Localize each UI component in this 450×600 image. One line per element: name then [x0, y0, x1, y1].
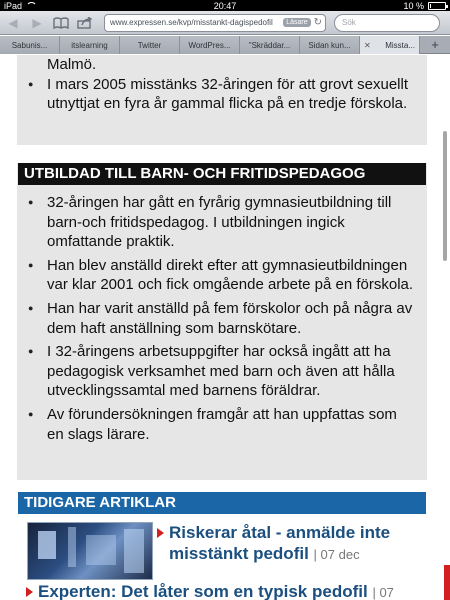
arrow-right-icon: [157, 528, 164, 538]
tab-sidan-kun[interactable]: Sidan kun...: [300, 36, 360, 54]
tab-itslearning[interactable]: itslearning: [60, 36, 120, 54]
section-title: UTBILDAD TILL BARN- OCH FRITIDSPEDAGOG: [18, 163, 426, 185]
tab-twitter[interactable]: Twitter: [120, 36, 180, 54]
list-item: ● I mars 2005 misstänks 32-åringen för att grovt sexuellt utnyttjat en fyra år gammal flicka på en tredje förskola.: [47, 75, 417, 114]
list-item: ● I 32-åringens arbetsuppgifter har också ingått att ha pedagogisk verksamhet med barn och även att hålla utvecklingssamtal med barnens föräldrar.: [47, 342, 417, 401]
ad-edge: [444, 565, 450, 600]
active-tab-label: Missta...: [385, 40, 415, 50]
web-page[interactable]: [0, 55, 450, 600]
wifi-icon: [26, 2, 35, 9]
tab-active[interactable]: [360, 36, 420, 54]
fact-box-top: [17, 55, 427, 145]
close-tab-icon[interactable]: ✕: [364, 40, 371, 50]
reload-icon[interactable]: ↻: [313, 17, 322, 28]
forward-icon[interactable]: ▶: [32, 15, 42, 30]
status-bar: [0, 0, 450, 11]
device-label: iPad: [4, 0, 23, 11]
article-date: 07 dec: [320, 547, 360, 562]
arrow-right-icon: [26, 587, 33, 597]
search-input[interactable]: [334, 14, 440, 32]
battery-percent: 10 %: [403, 0, 424, 11]
article-link-1[interactable]: Riskerar åtal - anmälde inte misstänkt pedofil | 07 dec: [169, 523, 391, 563]
bookmarks-icon[interactable]: [52, 15, 70, 31]
browser-toolbar: [0, 11, 450, 35]
list-item: Malmö.: [47, 56, 97, 73]
article-date: 07: [379, 585, 394, 600]
add-tab-button[interactable]: +: [431, 37, 439, 52]
battery-icon: [428, 2, 446, 10]
reader-button[interactable]: Läsare: [283, 18, 310, 27]
back-icon[interactable]: ◀: [8, 15, 18, 30]
search-placeholder: Sök: [342, 18, 356, 27]
list-item: ● Han blev anställd direkt efter att gymnasieutbildningen var klar 2001 och fick omgående arbete på en förskola.: [47, 256, 417, 295]
list-item: ● Han har varit anställd på fem förskolor och på några av dem haft anställning som barnskötare.: [47, 299, 417, 338]
fact-box-education: [17, 163, 427, 480]
address-bar[interactable]: [104, 14, 326, 32]
article-thumbnail[interactable]: [27, 522, 153, 580]
article-title[interactable]: Riskerar åtal - anmälde inte misstänkt pedofil: [169, 523, 391, 563]
tab-wordpress[interactable]: WordPres...: [180, 36, 240, 54]
earlier-articles-header: TIDIGARE ARTIKLAR: [18, 492, 426, 514]
tab-skraddar[interactable]: "Skräddar...: [240, 36, 300, 54]
share-icon[interactable]: [76, 15, 94, 31]
tab-bar: [0, 36, 450, 54]
list-item: ● 32-åringen har gått en fyrårig gymnasieutbildning till barn-och fritidspedagog. I utbildningen ingick omfattande praktik.: [47, 193, 417, 252]
article-link-2[interactable]: Experten: Det låter som en typisk pedofil | 07: [38, 582, 394, 600]
tab-sabunis[interactable]: Sabunis...: [0, 36, 60, 54]
url-text: www.expressen.se/kvp/misstankt-dagispedofil: [110, 18, 273, 27]
article-title[interactable]: Experten: Det låter som en typisk pedofil: [38, 582, 368, 600]
clock: 20:47: [213, 0, 237, 11]
scrollbar[interactable]: [443, 131, 447, 261]
list-item: ● Av förundersökningen framgår att han uppfattas som en slags lärare.: [47, 405, 417, 444]
